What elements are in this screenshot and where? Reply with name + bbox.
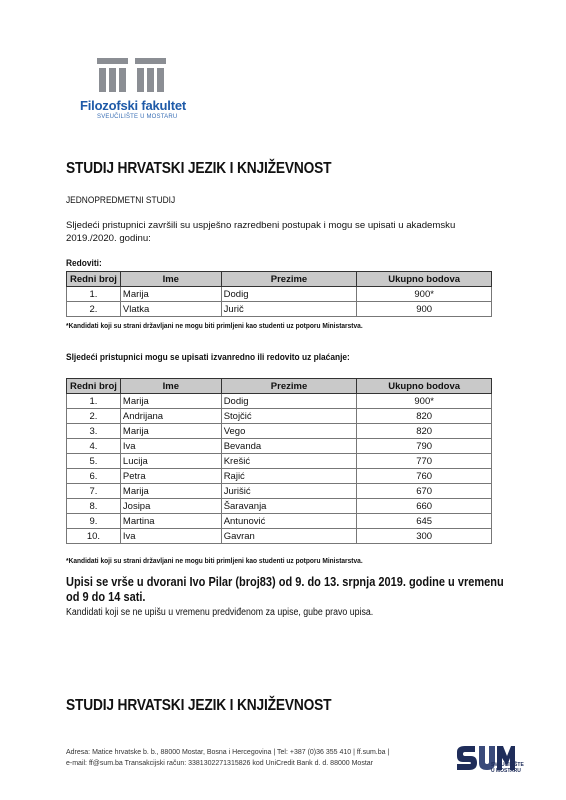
col-header-last-name: Prezime <box>221 379 357 394</box>
cell-points: 790 <box>357 439 492 454</box>
col-header-last-name: Prezime <box>221 272 357 287</box>
cell-first-name: Josipa <box>120 499 221 514</box>
cell-number: 2. <box>67 409 121 424</box>
cell-last-name: Krešić <box>221 454 357 469</box>
cell-last-name: Stojčić <box>221 409 357 424</box>
cell-last-name: Jurič <box>221 302 357 317</box>
study-type: JEDNOPREDMETNI STUDIJ <box>66 195 176 206</box>
university-logo-text-line-1: SVEUČILIŠTE <box>491 762 524 768</box>
footnote: *Kandidati koji su strani državljani ne mogu biti primljeni kao studenti uz potporu Ministarstva. <box>66 321 363 330</box>
cell-number: 7. <box>67 484 121 499</box>
cell-last-name: Šaravanja <box>221 499 357 514</box>
cell-points: 900 <box>357 302 492 317</box>
cell-number: 6. <box>67 469 121 484</box>
col-header-first-name: Ime <box>120 379 221 394</box>
cell-number: 3. <box>67 424 121 439</box>
cell-last-name: Antunović <box>221 514 357 529</box>
cell-first-name: Marija <box>120 287 221 302</box>
table-row <box>67 469 492 484</box>
cell-first-name: Vlatka <box>120 302 221 317</box>
page-title-repeat: STUDIJ HRVATSKI JEZIK I KNJIŽEVNOST <box>66 697 332 714</box>
cell-last-name: Gavran <box>221 529 357 544</box>
cell-number: 8. <box>67 499 121 514</box>
table-row <box>67 409 492 424</box>
cell-last-name: Jurišić <box>221 484 357 499</box>
regular-label: Redoviti: <box>66 258 102 269</box>
table-row <box>67 302 492 317</box>
cell-last-name: Dodig <box>221 287 357 302</box>
cell-first-name: Martina <box>120 514 221 529</box>
cell-number: 9. <box>67 514 121 529</box>
cell-first-name: Lucija <box>120 454 221 469</box>
enrollment-info-line-2: od 9 do 14 sati. <box>66 590 146 604</box>
cell-points: 760 <box>357 469 492 484</box>
col-header-points: Ukupno bodova <box>357 272 492 287</box>
cell-points: 900* <box>357 287 492 302</box>
cell-points: 770 <box>357 454 492 469</box>
enrollment-info-line-1: Upisi se vrše u dvorani Ivo Pilar (broj83) od 9. do 13. srpnja 2019. godine u vremenu <box>66 575 504 589</box>
cell-points: 820 <box>357 409 492 424</box>
cell-first-name: Andrijana <box>120 409 221 424</box>
faculty-logo-icon <box>97 58 169 94</box>
table-row <box>67 394 492 409</box>
cell-number: 4. <box>67 439 121 454</box>
table-row <box>67 529 492 544</box>
table-header-row <box>67 272 492 287</box>
col-header-first-name: Ime <box>120 272 221 287</box>
table-row <box>67 514 492 529</box>
cell-number: 2. <box>67 302 121 317</box>
university-logo-text <box>491 762 524 774</box>
col-header-number: Redni broj <box>67 272 121 287</box>
cell-first-name: Iva <box>120 439 221 454</box>
cell-points: 300 <box>357 529 492 544</box>
cell-points: 645 <box>357 514 492 529</box>
paid-label: Sljedeći pristupnici mogu se upisati izvanredno ili redovito uz plaćanje: <box>66 352 350 363</box>
col-header-number: Redni broj <box>67 379 121 394</box>
cell-number: 5. <box>67 454 121 469</box>
paid-table <box>66 378 492 544</box>
table-row <box>67 424 492 439</box>
footer-address: Adresa: Matice hrvatske b. b., 88000 Mostar, Bosna i Hercegovina | Tel: +387 (0)36 355 410 | ff.sum.ba | <box>66 749 390 756</box>
table-row <box>67 454 492 469</box>
cell-last-name: Rajić <box>221 469 357 484</box>
cell-last-name: Vego <box>221 424 357 439</box>
cell-first-name: Petra <box>120 469 221 484</box>
regular-table <box>66 271 492 317</box>
footer-contact: e-mail: ff@sum.ba Transakcijski račun: 3381302271315826 kod UniCredit Bank d. d. 88000 Mostar <box>66 760 373 767</box>
cell-number: 10. <box>67 529 121 544</box>
intro-line-1: Sljedeći pristupnici završili su uspješno razredbeni postupak i mogu se upisati u akademsku <box>66 220 456 231</box>
intro-line-2: 2019./2020. godinu: <box>66 233 151 244</box>
table-row <box>67 499 492 514</box>
cell-number: 1. <box>67 394 121 409</box>
cell-first-name: Iva <box>120 529 221 544</box>
table-row <box>67 287 492 302</box>
cell-points: 900* <box>357 394 492 409</box>
table-row <box>67 484 492 499</box>
cell-first-name: Marija <box>120 484 221 499</box>
table-header-row <box>67 379 492 394</box>
footnote-2: *Kandidati koji su strani državljani ne mogu biti primljeni kao studenti uz potporu Ministarstva. <box>66 556 363 565</box>
col-header-points: Ukupno bodova <box>357 379 492 394</box>
cell-last-name: Dodig <box>221 394 357 409</box>
cell-first-name: Marija <box>120 424 221 439</box>
cell-number: 1. <box>67 287 121 302</box>
page-title: STUDIJ HRVATSKI JEZIK I KNJIŽEVNOST <box>66 160 332 177</box>
faculty-name: Filozofski fakultet <box>80 98 186 113</box>
cell-last-name: Bevanda <box>221 439 357 454</box>
cell-points: 670 <box>357 484 492 499</box>
enrollment-note: Kandidati koji se ne upišu u vremenu predviđenom za upise, gube pravo upisa. <box>66 607 374 618</box>
cell-points: 660 <box>357 499 492 514</box>
university-name: SVEUČILIŠTE U MOSTARU <box>97 114 178 120</box>
cell-first-name: Marija <box>120 394 221 409</box>
table-row <box>67 439 492 454</box>
university-logo-text-line-2: U MOSTARU <box>491 768 521 774</box>
cell-points: 820 <box>357 424 492 439</box>
